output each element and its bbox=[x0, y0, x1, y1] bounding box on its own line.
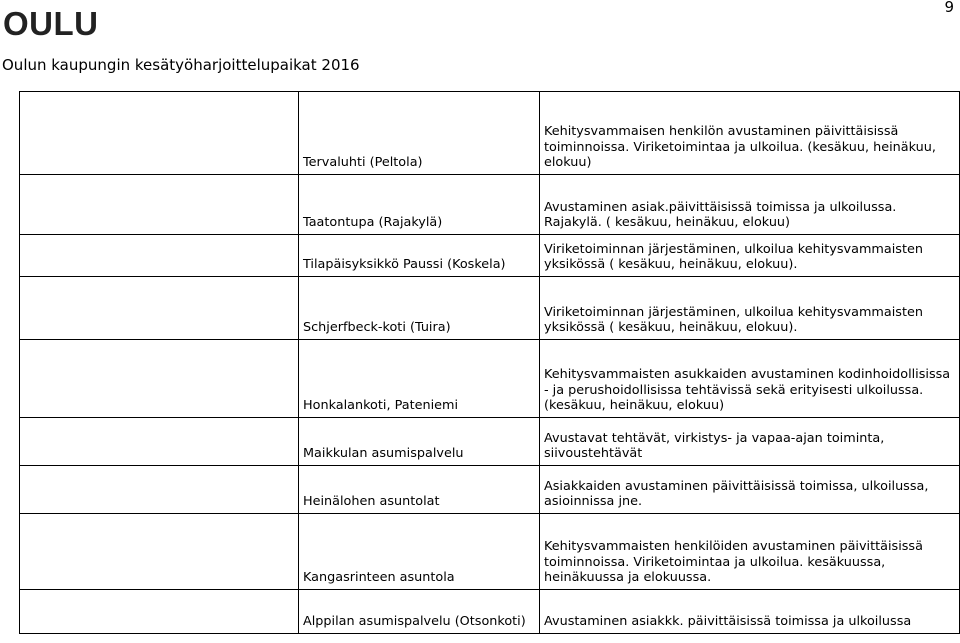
place-cell: Tilapäisyksikkö Paussi (Koskela) bbox=[299, 235, 540, 277]
place-cell: Taatontupa (Rajakylä) bbox=[299, 175, 540, 235]
empty-cell bbox=[20, 340, 299, 418]
empty-cell bbox=[20, 514, 299, 590]
empty-cell bbox=[20, 590, 299, 634]
description-cell: Viriketoiminnan järjestäminen, ulkoilua kehitysvammaisten yksikössä ( kesäkuu, heinäkuu, elokuu). bbox=[540, 277, 960, 340]
empty-cell bbox=[20, 418, 299, 466]
description-cell: Avustaminen asiak.päivittäisissä toimissa ja ulkoilussa. Rajakylä. ( kesäkuu, heinäkuu, elokuu) bbox=[540, 175, 960, 235]
description-cell: Asiakkaiden avustaminen päivittäisissä toimissa, ulkoilussa, asioinnissa jne. bbox=[540, 466, 960, 514]
place-cell: Alppilan asumispalvelu (Otsonkoti) bbox=[299, 590, 540, 634]
page-number: 9 bbox=[944, 0, 954, 16]
table-row bbox=[20, 175, 960, 235]
page-subtitle: Oulun kaupungin kesätyöharjoittelupaikat 2016 bbox=[2, 56, 360, 74]
place-cell: Maikkulan asumispalvelu bbox=[299, 418, 540, 466]
place-cell: Kangasrinteen asuntola bbox=[299, 514, 540, 590]
table-row bbox=[20, 418, 960, 466]
description-cell: Kehitysvammaisen henkilön avustaminen päivittäisissä toiminnoissa. Viriketoimintaa ja ulkoilua. (kesäkuu, heinäkuu, elokuu) bbox=[540, 92, 960, 175]
table-row bbox=[20, 277, 960, 340]
description-cell: Avustavat tehtävät, virkistys- ja vapaa-ajan toiminta, siivoustehtävät bbox=[540, 418, 960, 466]
table-row bbox=[20, 92, 960, 175]
place-cell: Tervaluhti (Peltola) bbox=[299, 92, 540, 175]
description-cell: Avustaminen asiakkk. päivittäisissä toimissa ja ulkoilussa bbox=[540, 590, 960, 634]
table-row bbox=[20, 590, 960, 634]
table-row bbox=[20, 466, 960, 514]
empty-cell bbox=[20, 92, 299, 175]
table-row bbox=[20, 340, 960, 418]
table-row bbox=[20, 514, 960, 590]
empty-cell bbox=[20, 277, 299, 340]
table-row bbox=[20, 235, 960, 277]
description-cell: Kehitysvammaisten asukkaiden avustaminen kodinhoidollisissa - ja perushoidollisissa tehtävissä sekä erityisesti ulkoilussa. (kesäkuu, heinäkuu, elokuu) bbox=[540, 340, 960, 418]
place-cell: Schjerfbeck-koti (Tuira) bbox=[299, 277, 540, 340]
place-cell: Heinälohen asuntolat bbox=[299, 466, 540, 514]
description-cell: Viriketoiminnan järjestäminen, ulkoilua kehitysvammaisten yksikössä ( kesäkuu, heinäkuu, elokuu). bbox=[540, 235, 960, 277]
oulu-logo: OULU bbox=[3, 5, 99, 42]
empty-cell bbox=[20, 235, 299, 277]
place-cell: Honkalankoti, Pateniemi bbox=[299, 340, 540, 418]
empty-cell bbox=[20, 466, 299, 514]
description-cell: Kehitysvammaisten henkilöiden avustaminen päivittäisissä toiminnoissa. Viriketoimintaa ja ulkoilua. kesäkuussa, heinäkuussa ja elokuussa. bbox=[540, 514, 960, 590]
empty-cell bbox=[20, 175, 299, 235]
placements-table bbox=[19, 91, 960, 634]
